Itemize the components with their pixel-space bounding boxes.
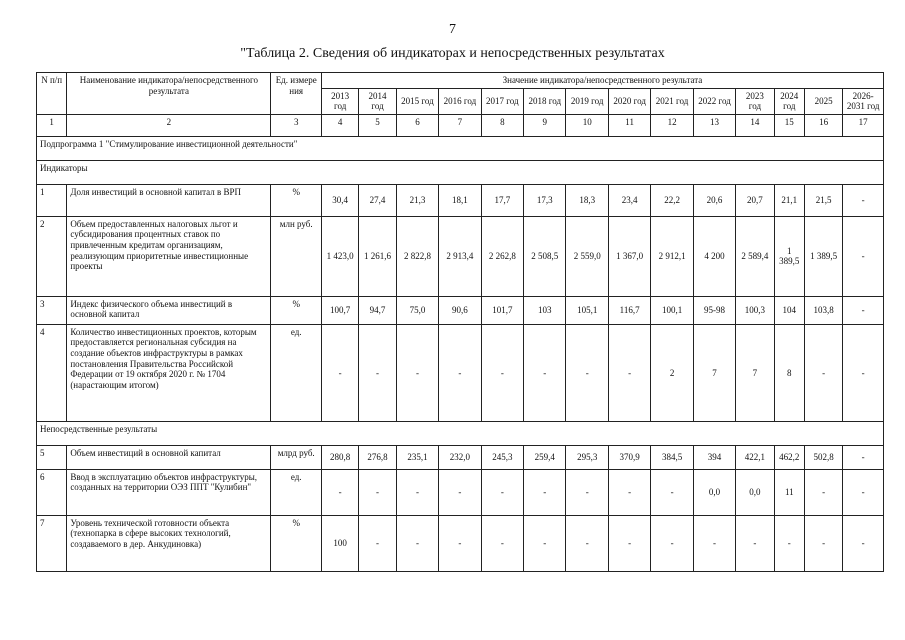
row-value: 2 559,0 — [566, 216, 608, 296]
header-year: 2020 год — [608, 88, 650, 114]
header-year: 2019 год — [566, 88, 608, 114]
header-unit: Ед. измере ния — [271, 73, 322, 115]
row-value: 2 — [651, 324, 693, 421]
header-values-group: Значение индикатора/непосредственного результата — [321, 73, 883, 89]
row-number: 4 — [37, 324, 67, 421]
row-value: 2 822,8 — [396, 216, 438, 296]
row-value: 116,7 — [608, 296, 650, 324]
row-value: 7 — [736, 324, 774, 421]
row-value: - — [524, 469, 566, 515]
row-unit: % — [271, 184, 322, 216]
row-value: - — [359, 324, 396, 421]
row-value: 232,0 — [439, 445, 481, 469]
row-value: - — [804, 469, 842, 515]
row-value: 0,0 — [736, 469, 774, 515]
row-value: 18,3 — [566, 184, 608, 216]
row-value: 21,1 — [774, 184, 804, 216]
row-number: 6 — [37, 469, 67, 515]
table-row — [37, 184, 884, 216]
row-name: Объем инвестиций в основной капитал — [67, 445, 271, 469]
row-value: 2 589,4 — [736, 216, 774, 296]
row-value: 4 200 — [693, 216, 735, 296]
header-year: 2018 год — [524, 88, 566, 114]
column-number: 10 — [566, 114, 608, 136]
row-name: Ввод в эксплуатацию объектов инфраструктуры, созданных на территории ОЭЗ ППТ "Кулибин" — [67, 469, 271, 515]
row-value: - — [843, 296, 884, 324]
row-value: - — [608, 469, 650, 515]
row-value: 502,8 — [804, 445, 842, 469]
row-value: 100 — [321, 515, 358, 571]
row-value: 370,9 — [608, 445, 650, 469]
row-value: - — [651, 469, 693, 515]
row-value: - — [566, 515, 608, 571]
row-value: - — [774, 515, 804, 571]
header-year: 2014 год — [359, 88, 396, 114]
row-value: 20,7 — [736, 184, 774, 216]
column-number: 15 — [774, 114, 804, 136]
row-value: 100,1 — [651, 296, 693, 324]
subprogram-row-label: Подпрограмма 1 "Стимулирование инвестиционной деятельности" — [37, 136, 884, 160]
row-value: - — [843, 216, 884, 296]
table-row — [37, 445, 884, 469]
row-value: 21,3 — [396, 184, 438, 216]
row-value: - — [524, 515, 566, 571]
row-value: - — [481, 324, 523, 421]
row-value: 1 389,5 — [774, 216, 804, 296]
row-value: 394 — [693, 445, 735, 469]
row-value: 94,7 — [359, 296, 396, 324]
row-value: 100,3 — [736, 296, 774, 324]
row-number: 1 — [37, 184, 67, 216]
row-value: - — [524, 324, 566, 421]
row-value: 95-98 — [693, 296, 735, 324]
row-value: 0,0 — [693, 469, 735, 515]
row-value: 22,2 — [651, 184, 693, 216]
row-unit: % — [271, 515, 322, 571]
row-value: 27,4 — [359, 184, 396, 216]
row-value: 2 912,1 — [651, 216, 693, 296]
column-number: 4 — [321, 114, 358, 136]
row-value: 235,1 — [396, 445, 438, 469]
results-section-row-label: Непосредственные результаты — [37, 421, 884, 445]
indicators-table — [36, 72, 884, 572]
row-value: 17,7 — [481, 184, 523, 216]
row-value: 20,6 — [693, 184, 735, 216]
header-year: 2013 год — [321, 88, 358, 114]
column-number: 3 — [271, 114, 322, 136]
row-value: 18,1 — [439, 184, 481, 216]
row-value: - — [566, 469, 608, 515]
column-number: 5 — [359, 114, 396, 136]
row-value: 11 — [774, 469, 804, 515]
row-value: 1 261,6 — [359, 216, 396, 296]
row-number: 3 — [37, 296, 67, 324]
row-value: - — [843, 445, 884, 469]
row-value: 104 — [774, 296, 804, 324]
row-value: 2 508,5 — [524, 216, 566, 296]
row-value: - — [608, 515, 650, 571]
header-year: 2025 — [804, 88, 842, 114]
header-year: 2024 год — [774, 88, 804, 114]
header-year: 2015 год — [396, 88, 438, 114]
row-value: 1 423,0 — [321, 216, 358, 296]
table-row — [37, 515, 884, 571]
row-value: 295,3 — [566, 445, 608, 469]
column-number: 7 — [439, 114, 481, 136]
table-row — [37, 216, 884, 296]
table-row — [37, 469, 884, 515]
subprogram-row — [37, 136, 884, 160]
column-number: 17 — [843, 114, 884, 136]
row-unit: % — [271, 296, 322, 324]
row-name: Количество инвестиционных проектов, которым предоставляется региональная субсидия на создание объектов инфраструктуры в рамках постановления Правительства Российской Федерации от 19 октября 2020 г. № 1704 (нарастающим итогом) — [67, 324, 271, 421]
row-number: 2 — [37, 216, 67, 296]
row-value: - — [481, 515, 523, 571]
row-value: - — [804, 515, 842, 571]
row-value: - — [439, 515, 481, 571]
row-name: Доля инвестиций в основной капитал в ВРП — [67, 184, 271, 216]
row-value: - — [359, 469, 396, 515]
row-value: 7 — [693, 324, 735, 421]
table-row — [37, 296, 884, 324]
row-value: - — [566, 324, 608, 421]
row-name: Уровень технической готовности объекта (технопарка в сфере высоких технологий, создаваемого в дер. Анкудиновка) — [67, 515, 271, 571]
row-value: 101,7 — [481, 296, 523, 324]
row-value: - — [439, 469, 481, 515]
column-number: 6 — [396, 114, 438, 136]
column-number: 2 — [67, 114, 271, 136]
row-value: 30,4 — [321, 184, 358, 216]
row-value: 1 367,0 — [608, 216, 650, 296]
row-number: 5 — [37, 445, 67, 469]
row-unit: ед. — [271, 469, 322, 515]
table-title: "Таблица 2. Сведения об индикаторах и непосредственных результатах — [240, 46, 665, 61]
row-unit: ед. — [271, 324, 322, 421]
row-value: 2 913,4 — [439, 216, 481, 296]
row-value: 1 389,5 — [804, 216, 842, 296]
row-value: 75,0 — [396, 296, 438, 324]
row-value: 100,7 — [321, 296, 358, 324]
row-value: - — [693, 515, 735, 571]
row-value: 103 — [524, 296, 566, 324]
table-row — [37, 324, 884, 421]
row-unit: млрд руб. — [271, 445, 322, 469]
row-value: - — [843, 324, 884, 421]
row-value: - — [736, 515, 774, 571]
row-value: - — [321, 324, 358, 421]
column-number: 14 — [736, 114, 774, 136]
row-value: 2 262,8 — [481, 216, 523, 296]
row-value: - — [439, 324, 481, 421]
row-value: - — [843, 469, 884, 515]
column-number: 12 — [651, 114, 693, 136]
row-value: - — [396, 324, 438, 421]
header-year: 2023 год — [736, 88, 774, 114]
row-unit: млн руб. — [271, 216, 322, 296]
indicators-section-row — [37, 160, 884, 184]
column-number: 16 — [804, 114, 842, 136]
row-value: - — [396, 515, 438, 571]
row-value: 90,6 — [439, 296, 481, 324]
row-value: 259,4 — [524, 445, 566, 469]
row-name: Объем предоставленных налоговых льгот и субсидирования процентных ставок по привлеченным кредитам организациям, реализующим приоритетные инвестиционные проекты — [67, 216, 271, 296]
results-section-row — [37, 421, 884, 445]
column-number: 9 — [524, 114, 566, 136]
header-year: 2021 год — [651, 88, 693, 114]
row-value: 422,1 — [736, 445, 774, 469]
page-number: 7 — [449, 22, 456, 37]
row-value: - — [843, 515, 884, 571]
column-numbers-row — [37, 114, 884, 136]
column-number: 1 — [37, 114, 67, 136]
header-year: 2016 год — [439, 88, 481, 114]
row-value: - — [359, 515, 396, 571]
header-year: 2017 год — [481, 88, 523, 114]
row-value: - — [321, 469, 358, 515]
row-value: 245,3 — [481, 445, 523, 469]
row-value: 105,1 — [566, 296, 608, 324]
row-value: 276,8 — [359, 445, 396, 469]
indicators-section-row-label: Индикаторы — [37, 160, 884, 184]
header-year: 2022 год — [693, 88, 735, 114]
column-number: 11 — [608, 114, 650, 136]
column-number: 13 — [693, 114, 735, 136]
row-value: 462,2 — [774, 445, 804, 469]
header-year: 2026- 2031 год — [843, 88, 884, 114]
header-name: Наименование индикатора/непосредственного результата — [67, 73, 271, 115]
row-value: - — [481, 469, 523, 515]
row-value: 23,4 — [608, 184, 650, 216]
row-value: - — [804, 324, 842, 421]
row-value: - — [651, 515, 693, 571]
row-name: Индекс физического объема инвестиций в основной капитал — [67, 296, 271, 324]
column-number: 8 — [481, 114, 523, 136]
row-value: 103,8 — [804, 296, 842, 324]
row-number: 7 — [37, 515, 67, 571]
header-row-1 — [37, 73, 884, 89]
row-value: - — [843, 184, 884, 216]
header-num: N п/п — [37, 73, 67, 115]
row-value: 384,5 — [651, 445, 693, 469]
row-value: 21,5 — [804, 184, 842, 216]
row-value: - — [608, 324, 650, 421]
row-value: 280,8 — [321, 445, 358, 469]
row-value: 17,3 — [524, 184, 566, 216]
row-value: 8 — [774, 324, 804, 421]
row-value: - — [396, 469, 438, 515]
